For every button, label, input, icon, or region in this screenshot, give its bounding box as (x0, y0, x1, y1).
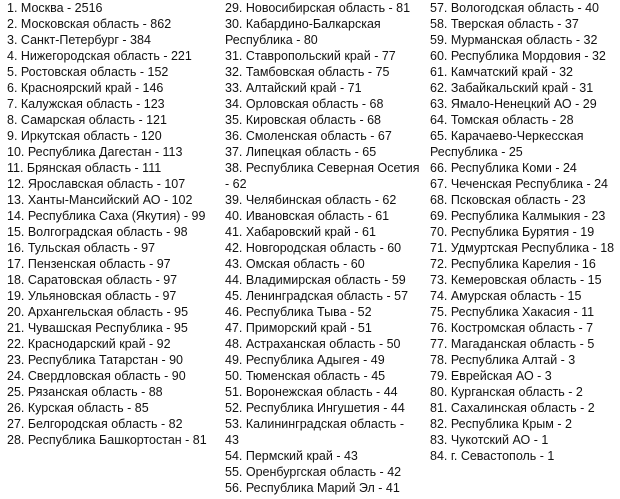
list-item: 64. Томская область - 28 (430, 113, 574, 127)
list-item: 45. Ленинградская область - 57 (225, 289, 409, 303)
list-item: 25. Рязанская область - 88 (7, 385, 163, 399)
list-item: 50. Тюменская область - 45 (225, 369, 386, 383)
list-item: 20. Архангельская область - 95 (7, 305, 189, 319)
list-item: 43. Омская область - 60 (225, 257, 365, 271)
list-item: 83. Чукотский АО - 1 (430, 433, 549, 447)
list-item: 6. Красноярский край - 146 (7, 81, 164, 95)
list-item: 35. Кировская область - 68 (225, 113, 381, 127)
list-item: 1. Москва - 2516 (7, 1, 103, 15)
list-item: 34. Орловская область - 68 (225, 97, 384, 111)
list-item: 23. Республика Татарстан - 90 (7, 353, 183, 367)
list-item: 78. Республика Алтай - 3 (430, 353, 576, 367)
list-column-1 (7, 0, 222, 448)
list-item: 40. Ивановская область - 61 (225, 209, 390, 223)
list-item: 67. Чеченская Республика - 24 (430, 177, 609, 191)
list-item: 36. Смоленская область - 67 (225, 129, 392, 143)
list-item: 65. Карачаево-Черкесская (430, 129, 584, 143)
list-item: 42. Новгородская область - 60 (225, 241, 402, 255)
list-item: 61. Камчатский край - 32 (430, 65, 573, 79)
list-item: 52. Республика Ингушетия - 44 (225, 401, 405, 415)
list-item: 79. Еврейская АО - 3 (430, 369, 552, 383)
list-item: 51. Воронежская область - 44 (225, 385, 398, 399)
list-item: 18. Саратовская область - 97 (7, 273, 178, 287)
list-item: 13. Ханты-Мансийский АО - 102 (7, 193, 193, 207)
list-item: 71. Удмуртская Республика - 18 (430, 241, 615, 255)
list-item: 28. Республика Башкортостан - 81 (7, 433, 207, 447)
list-item: 53. Калининградская область - (225, 417, 405, 431)
list-item: 84. г. Севастополь - 1 (430, 449, 555, 463)
list-item: 68. Псковская область - 23 (430, 193, 586, 207)
list-item: 60. Республика Мордовия - 32 (430, 49, 606, 63)
list-item: 82. Республика Крым - 2 (430, 417, 572, 431)
list-item: 58. Тверская область - 37 (430, 17, 579, 31)
list-item: 80. Курганская область - 2 (430, 385, 583, 399)
list-item: 14. Республика Саха (Якутия) - 99 (7, 209, 206, 223)
list-item: 33. Алтайский край - 71 (225, 81, 362, 95)
list-item: 8. Самарская область - 121 (7, 113, 167, 127)
list-item: 41. Хабаровский край - 61 (225, 225, 376, 239)
list-item: 73. Кемеровская область - 15 (430, 273, 602, 287)
list-item: 69. Республика Калмыкия - 23 (430, 209, 606, 223)
list-item: 55. Оренбургская область - 42 (225, 465, 402, 479)
list-item-continuation: 43 (225, 433, 239, 447)
list-item: 75. Республика Хакасия - 11 (430, 305, 595, 319)
list-item-continuation: - 62 (225, 177, 247, 191)
list-item: 81. Сахалинская область - 2 (430, 401, 595, 415)
list-item: 10. Республика Дагестан - 113 (7, 145, 183, 159)
list-item: 11. Брянская область - 111 (7, 161, 162, 175)
list-item: 7. Калужская область - 123 (7, 97, 165, 111)
list-item: 19. Ульяновская область - 97 (7, 289, 177, 303)
list-item: 26. Курская область - 85 (7, 401, 149, 415)
list-item: 12. Ярославская область - 107 (7, 177, 186, 191)
list-item: 48. Астраханская область - 50 (225, 337, 401, 351)
list-item-continuation: Республика - 80 (225, 33, 318, 47)
list-item: 16. Тульская область - 97 (7, 241, 156, 255)
list-item: 74. Амурская область - 15 (430, 289, 582, 303)
list-item: 46. Республика Тыва - 52 (225, 305, 372, 319)
list-item: 62. Забайкальский край - 31 (430, 81, 594, 95)
list-item: 15. Волгоградская область - 98 (7, 225, 188, 239)
list-item: 66. Республика Коми - 24 (430, 161, 577, 175)
list-item: 27. Белгородская область - 82 (7, 417, 183, 431)
list-item: 29. Новосибирская область - 81 (225, 1, 411, 15)
list-item: 63. Ямало-Ненецкий АО - 29 (430, 97, 597, 111)
list-item: 4. Нижегородская область - 221 (7, 49, 192, 63)
list-item: 2. Московская область - 862 (7, 17, 172, 31)
list-item: 76. Костромская область - 7 (430, 321, 594, 335)
list-item: 32. Тамбовская область - 75 (225, 65, 390, 79)
list-item: 59. Мурманская область - 32 (430, 33, 598, 47)
list-item-continuation: Республика - 25 (430, 145, 523, 159)
list-item: 5. Ростовская область - 152 (7, 65, 169, 79)
list-column-2 (225, 0, 425, 496)
list-item: 21. Чувашская Республика - 95 (7, 321, 188, 335)
list-item: 70. Республика Бурятия - 19 (430, 225, 595, 239)
list-item: 31. Ставропольский край - 77 (225, 49, 396, 63)
list-item: 24. Свердловская область - 90 (7, 369, 186, 383)
list-item: 30. Кабардино-Балкарская (225, 17, 381, 31)
list-item: 57. Вологодская область - 40 (430, 1, 599, 15)
list-column-3 (430, 0, 618, 464)
list-item: 39. Челябинская область - 62 (225, 193, 397, 207)
list-item: 47. Приморский край - 51 (225, 321, 372, 335)
list-item: 22. Краснодарский край - 92 (7, 337, 171, 351)
list-item: 17. Пензенская область - 97 (7, 257, 171, 271)
list-item: 72. Республика Карелия - 16 (430, 257, 596, 271)
list-item: 54. Пермский край - 43 (225, 449, 358, 463)
list-item: 77. Магаданская область - 5 (430, 337, 595, 351)
list-item: 56. Республика Марий Эл - 41 (225, 481, 400, 495)
list-item: 9. Иркутская область - 120 (7, 129, 162, 143)
list-item: 44. Владимирская область - 59 (225, 273, 406, 287)
list-item: 49. Республика Адыгея - 49 (225, 353, 385, 367)
list-item: 38. Республика Северная Осетия (225, 161, 420, 175)
list-item: 3. Санкт-Петербург - 384 (7, 33, 151, 47)
list-item: 37. Липецкая область - 65 (225, 145, 377, 159)
